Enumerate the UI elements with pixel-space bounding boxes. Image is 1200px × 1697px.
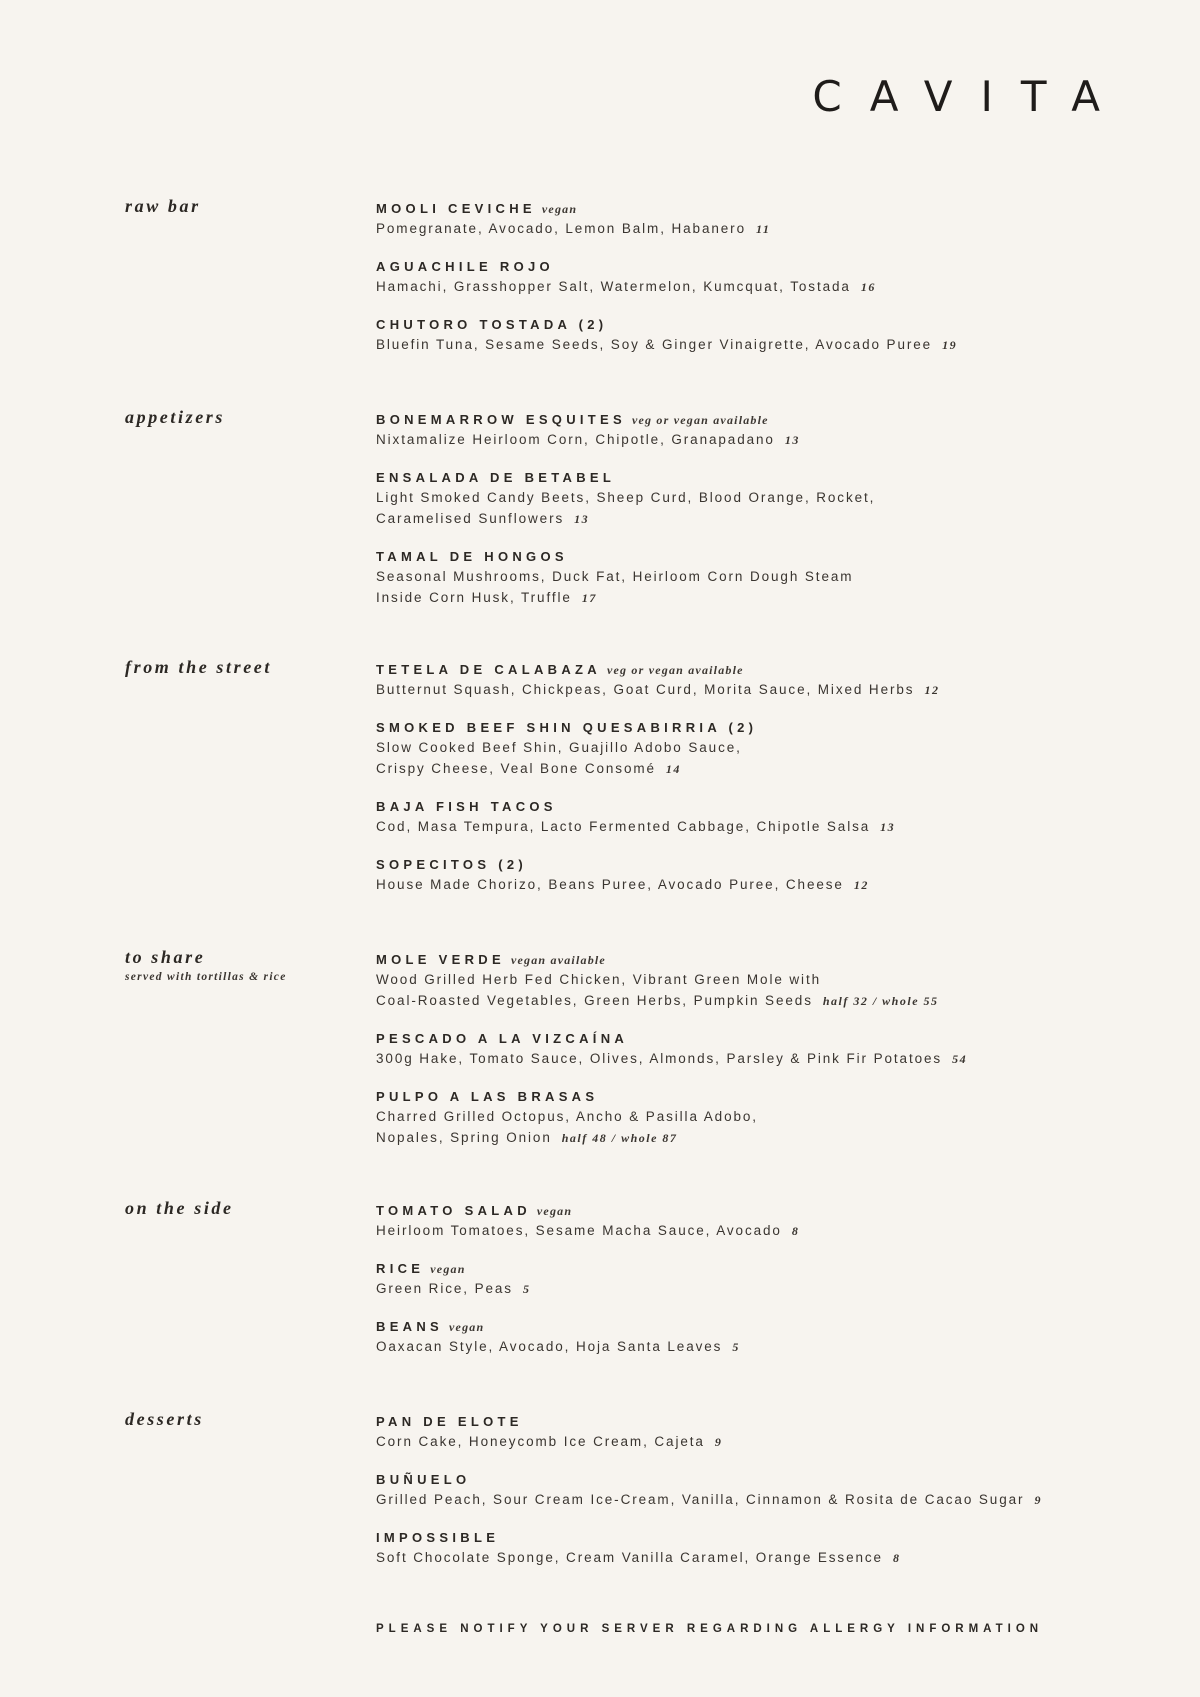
menu-item-price: 9 bbox=[1034, 1493, 1042, 1507]
menu-item-description bbox=[376, 738, 1200, 758]
menu-item-header bbox=[376, 411, 1200, 429]
menu-item-price: 9 bbox=[714, 1435, 723, 1449]
menu-item-price: 54 bbox=[952, 1052, 968, 1066]
menu-item bbox=[376, 798, 1200, 837]
menu-item-price: 19 bbox=[942, 338, 958, 352]
menu-item-header bbox=[376, 1413, 1200, 1431]
menu-item-header bbox=[376, 856, 1200, 874]
menu-item-header bbox=[376, 719, 1200, 737]
menu-item-description bbox=[376, 219, 1200, 239]
menu-item-header bbox=[376, 661, 1200, 679]
category-title: on the side bbox=[125, 1198, 234, 1218]
brand-logo: CAVITA bbox=[812, 72, 1128, 121]
menu-item-name: BAJA FISH TACOS bbox=[376, 799, 557, 814]
menu-item-name: SOPECITOS (2) bbox=[376, 857, 528, 872]
description-text: Crispy Cheese, Veal Bone Consomé bbox=[376, 761, 656, 776]
dietary-note: vegan bbox=[449, 1320, 485, 1334]
description-text: Coal-Roasted Vegetables, Green Herbs, Pumpkin Seeds bbox=[376, 993, 813, 1008]
menu-item bbox=[376, 661, 1200, 700]
menu-item-description bbox=[376, 567, 1200, 587]
menu-item-description bbox=[376, 875, 1200, 895]
menu-item bbox=[376, 316, 1200, 355]
menu-item-description bbox=[376, 430, 1200, 450]
description-text: Butternut Squash, Chickpeas, Goat Curd, Morita Sauce, Mixed Herbs bbox=[376, 682, 915, 697]
menu-item-price: 13 bbox=[784, 433, 800, 447]
menu-item-header bbox=[376, 316, 1200, 334]
menu-items bbox=[376, 1202, 1200, 1376]
description-text: Pomegranate, Avocado, Lemon Balm, Habanero bbox=[376, 221, 746, 236]
dietary-note: vegan available bbox=[510, 953, 606, 967]
category-title: appetizers bbox=[125, 407, 225, 427]
menu-item-price: 8 bbox=[892, 1551, 901, 1565]
menu-item-name: CHUTORO TOSTADA (2) bbox=[376, 317, 608, 332]
menu-item-header bbox=[376, 951, 1200, 969]
menu-item-description bbox=[376, 1128, 1200, 1148]
menu-item-name: TAMAL DE HONGOS bbox=[376, 549, 568, 564]
menu-item-name: ENSALADA DE BETABEL bbox=[376, 470, 616, 485]
category-heading bbox=[125, 1197, 360, 1219]
menu-items bbox=[376, 411, 1200, 627]
description-text: Caramelised Sunflowers bbox=[376, 511, 565, 526]
allergy-notice: PLEASE NOTIFY YOUR SERVER REGARDING ALLERGY INFORMATION bbox=[376, 1623, 1044, 1635]
menu-item-header bbox=[376, 469, 1200, 487]
menu-item-description bbox=[376, 1548, 1200, 1568]
menu-item-name: TETELA DE CALABAZA bbox=[376, 662, 601, 677]
description-text: 300g Hake, Tomato Sauce, Olives, Almonds, Parsley & Pink Fir Potatoes bbox=[376, 1051, 943, 1066]
menu-item-header bbox=[376, 798, 1200, 816]
description-text: Seasonal Mushrooms, Duck Fat, Heirloom Corn Dough Steam bbox=[376, 569, 854, 584]
menu-item-header bbox=[376, 1471, 1200, 1489]
dietary-note: vegan bbox=[536, 1204, 573, 1218]
menu-item-name: PAN DE ELOTE bbox=[376, 1414, 523, 1429]
menu-item bbox=[376, 1260, 1200, 1299]
menu-item-header bbox=[376, 1088, 1200, 1106]
menu-item-name: TOMATO SALAD bbox=[376, 1203, 531, 1218]
description-text: House Made Chorizo, Beans Puree, Avocado Puree, Cheese bbox=[376, 877, 844, 892]
menu-item-price: 8 bbox=[791, 1224, 800, 1238]
dietary-note: veg or vegan available bbox=[606, 663, 744, 677]
description-text: Cod, Masa Tempura, Lacto Fermented Cabbage, Chipotle Salsa bbox=[376, 819, 871, 834]
menu-item-price: 17 bbox=[581, 591, 597, 605]
description-text: Oaxacan Style, Avocado, Hoja Santa Leaves bbox=[376, 1339, 723, 1354]
menu-item-description bbox=[376, 1337, 1200, 1357]
menu-item-name: PULPO A LAS BRASAS bbox=[376, 1089, 599, 1104]
category-title: to share bbox=[125, 947, 206, 967]
menu-item-header bbox=[376, 258, 1200, 276]
menu-item-price: 13 bbox=[574, 512, 590, 526]
description-text: Slow Cooked Beef Shin, Guajillo Adobo Sauce, bbox=[376, 740, 742, 755]
menu-item bbox=[376, 1529, 1200, 1568]
menu-item-description bbox=[376, 488, 1200, 508]
menu-item-name: PESCADO A LA VIZCAÍNA bbox=[376, 1031, 629, 1046]
category-heading bbox=[125, 1408, 360, 1430]
menu-item-price: 13 bbox=[880, 820, 896, 834]
menu-item bbox=[376, 951, 1200, 1011]
menu-item-header bbox=[376, 1260, 1200, 1278]
menu-items bbox=[376, 951, 1200, 1167]
dietary-note: veg or vegan available bbox=[631, 413, 769, 427]
menu-item-price: half 32 / whole 55 bbox=[822, 994, 939, 1008]
menu-item-header bbox=[376, 1030, 1200, 1048]
menu-item-description bbox=[376, 1049, 1200, 1069]
menu-item-description bbox=[376, 277, 1200, 297]
menu-item-price: 5 bbox=[522, 1282, 531, 1296]
category-subtitle: served with tortillas & rice bbox=[125, 971, 287, 983]
menu-item-name: MOOLI CEVICHE bbox=[376, 201, 536, 216]
menu-item-name: RICE bbox=[376, 1261, 425, 1276]
menu-item-name: BONEMARROW ESQUITES bbox=[376, 412, 626, 427]
menu-item-price: half 48 / whole 87 bbox=[561, 1131, 678, 1145]
category-heading bbox=[125, 656, 360, 678]
menu-items bbox=[376, 1413, 1200, 1587]
menu-item-description bbox=[376, 335, 1200, 355]
menu-item bbox=[376, 1088, 1200, 1148]
menu-item-price: 16 bbox=[860, 280, 876, 294]
menu-item-description bbox=[376, 970, 1200, 990]
dietary-note: vegan bbox=[541, 202, 578, 216]
description-text: Grilled Peach, Sour Cream Ice-Cream, Vanilla, Cinnamon & Rosita de Cacao Sugar bbox=[376, 1492, 1025, 1507]
menu-item bbox=[376, 1471, 1200, 1510]
menu-items bbox=[376, 200, 1200, 374]
menu-item-price: 11 bbox=[755, 222, 771, 236]
menu-item-description bbox=[376, 588, 1200, 608]
menu-item-description bbox=[376, 680, 1200, 700]
description-text: Soft Chocolate Sponge, Cream Vanilla Caramel, Orange Essence bbox=[376, 1550, 883, 1565]
menu-item-description bbox=[376, 1432, 1200, 1452]
menu-item bbox=[376, 469, 1200, 529]
menu-item bbox=[376, 200, 1200, 239]
description-text: Hamachi, Grasshopper Salt, Watermelon, Kumcquat, Tostada bbox=[376, 279, 851, 294]
menu-item bbox=[376, 719, 1200, 779]
description-text: Bluefin Tuna, Sesame Seeds, Soy & Ginger Vinaigrette, Avocado Puree bbox=[376, 337, 933, 352]
category-heading bbox=[125, 406, 360, 428]
menu-item bbox=[376, 1202, 1200, 1241]
menu-item bbox=[376, 856, 1200, 895]
menu-items bbox=[376, 661, 1200, 914]
menu-item bbox=[376, 411, 1200, 450]
menu-item bbox=[376, 1030, 1200, 1069]
menu-item-description bbox=[376, 817, 1200, 837]
menu-item-name: AGUACHILE ROJO bbox=[376, 259, 554, 274]
menu-item-name: SMOKED BEEF SHIN QUESABIRRIA (2) bbox=[376, 720, 758, 735]
menu-item-name: BUÑUELO bbox=[376, 1472, 471, 1487]
description-text: Inside Corn Husk, Truffle bbox=[376, 590, 572, 605]
menu-item-header bbox=[376, 1529, 1200, 1547]
menu-item-price: 14 bbox=[665, 762, 681, 776]
menu-item bbox=[376, 258, 1200, 297]
description-text: Green Rice, Peas bbox=[376, 1281, 513, 1296]
description-text: Wood Grilled Herb Fed Chicken, Vibrant Green Mole with bbox=[376, 972, 822, 987]
category-heading bbox=[125, 195, 360, 217]
category-heading bbox=[125, 946, 360, 983]
description-text: Corn Cake, Honeycomb Ice Cream, Cajeta bbox=[376, 1434, 705, 1449]
description-text: Charred Grilled Octopus, Ancho & Pasilla Adobo, bbox=[376, 1109, 758, 1124]
menu-item-header bbox=[376, 548, 1200, 566]
description-text: Heirloom Tomatoes, Sesame Macha Sauce, Avocado bbox=[376, 1223, 782, 1238]
menu-item bbox=[376, 548, 1200, 608]
menu-item-description bbox=[376, 1221, 1200, 1241]
menu-item-name: IMPOSSIBLE bbox=[376, 1530, 500, 1545]
menu-item-header bbox=[376, 1318, 1200, 1336]
description-text: Nixtamalize Heirloom Corn, Chipotle, Granapadano bbox=[376, 432, 775, 447]
description-text: Nopales, Spring Onion bbox=[376, 1130, 552, 1145]
menu-item bbox=[376, 1318, 1200, 1357]
dietary-note: vegan bbox=[430, 1262, 466, 1276]
menu-item bbox=[376, 1413, 1200, 1452]
menu-item-header bbox=[376, 1202, 1200, 1220]
category-title: from the street bbox=[125, 657, 272, 677]
description-text: Light Smoked Candy Beets, Sheep Curd, Blood Orange, Rocket, bbox=[376, 490, 876, 505]
menu-item-name: BEANS bbox=[376, 1319, 444, 1334]
menu-item-price: 12 bbox=[853, 878, 869, 892]
menu-item-description bbox=[376, 1279, 1200, 1299]
menu-item-description bbox=[376, 759, 1200, 779]
menu-item-price: 5 bbox=[732, 1340, 740, 1354]
category-title: desserts bbox=[125, 1409, 204, 1429]
menu-item-header bbox=[376, 200, 1200, 218]
menu-item-description bbox=[376, 509, 1200, 529]
menu-item-description bbox=[376, 1490, 1200, 1510]
category-title: raw bar bbox=[125, 196, 201, 216]
menu-item-description bbox=[376, 991, 1200, 1011]
menu-item-name: MOLE VERDE bbox=[376, 952, 505, 967]
menu-item-description bbox=[376, 1107, 1200, 1127]
menu-item-price: 12 bbox=[924, 683, 940, 697]
